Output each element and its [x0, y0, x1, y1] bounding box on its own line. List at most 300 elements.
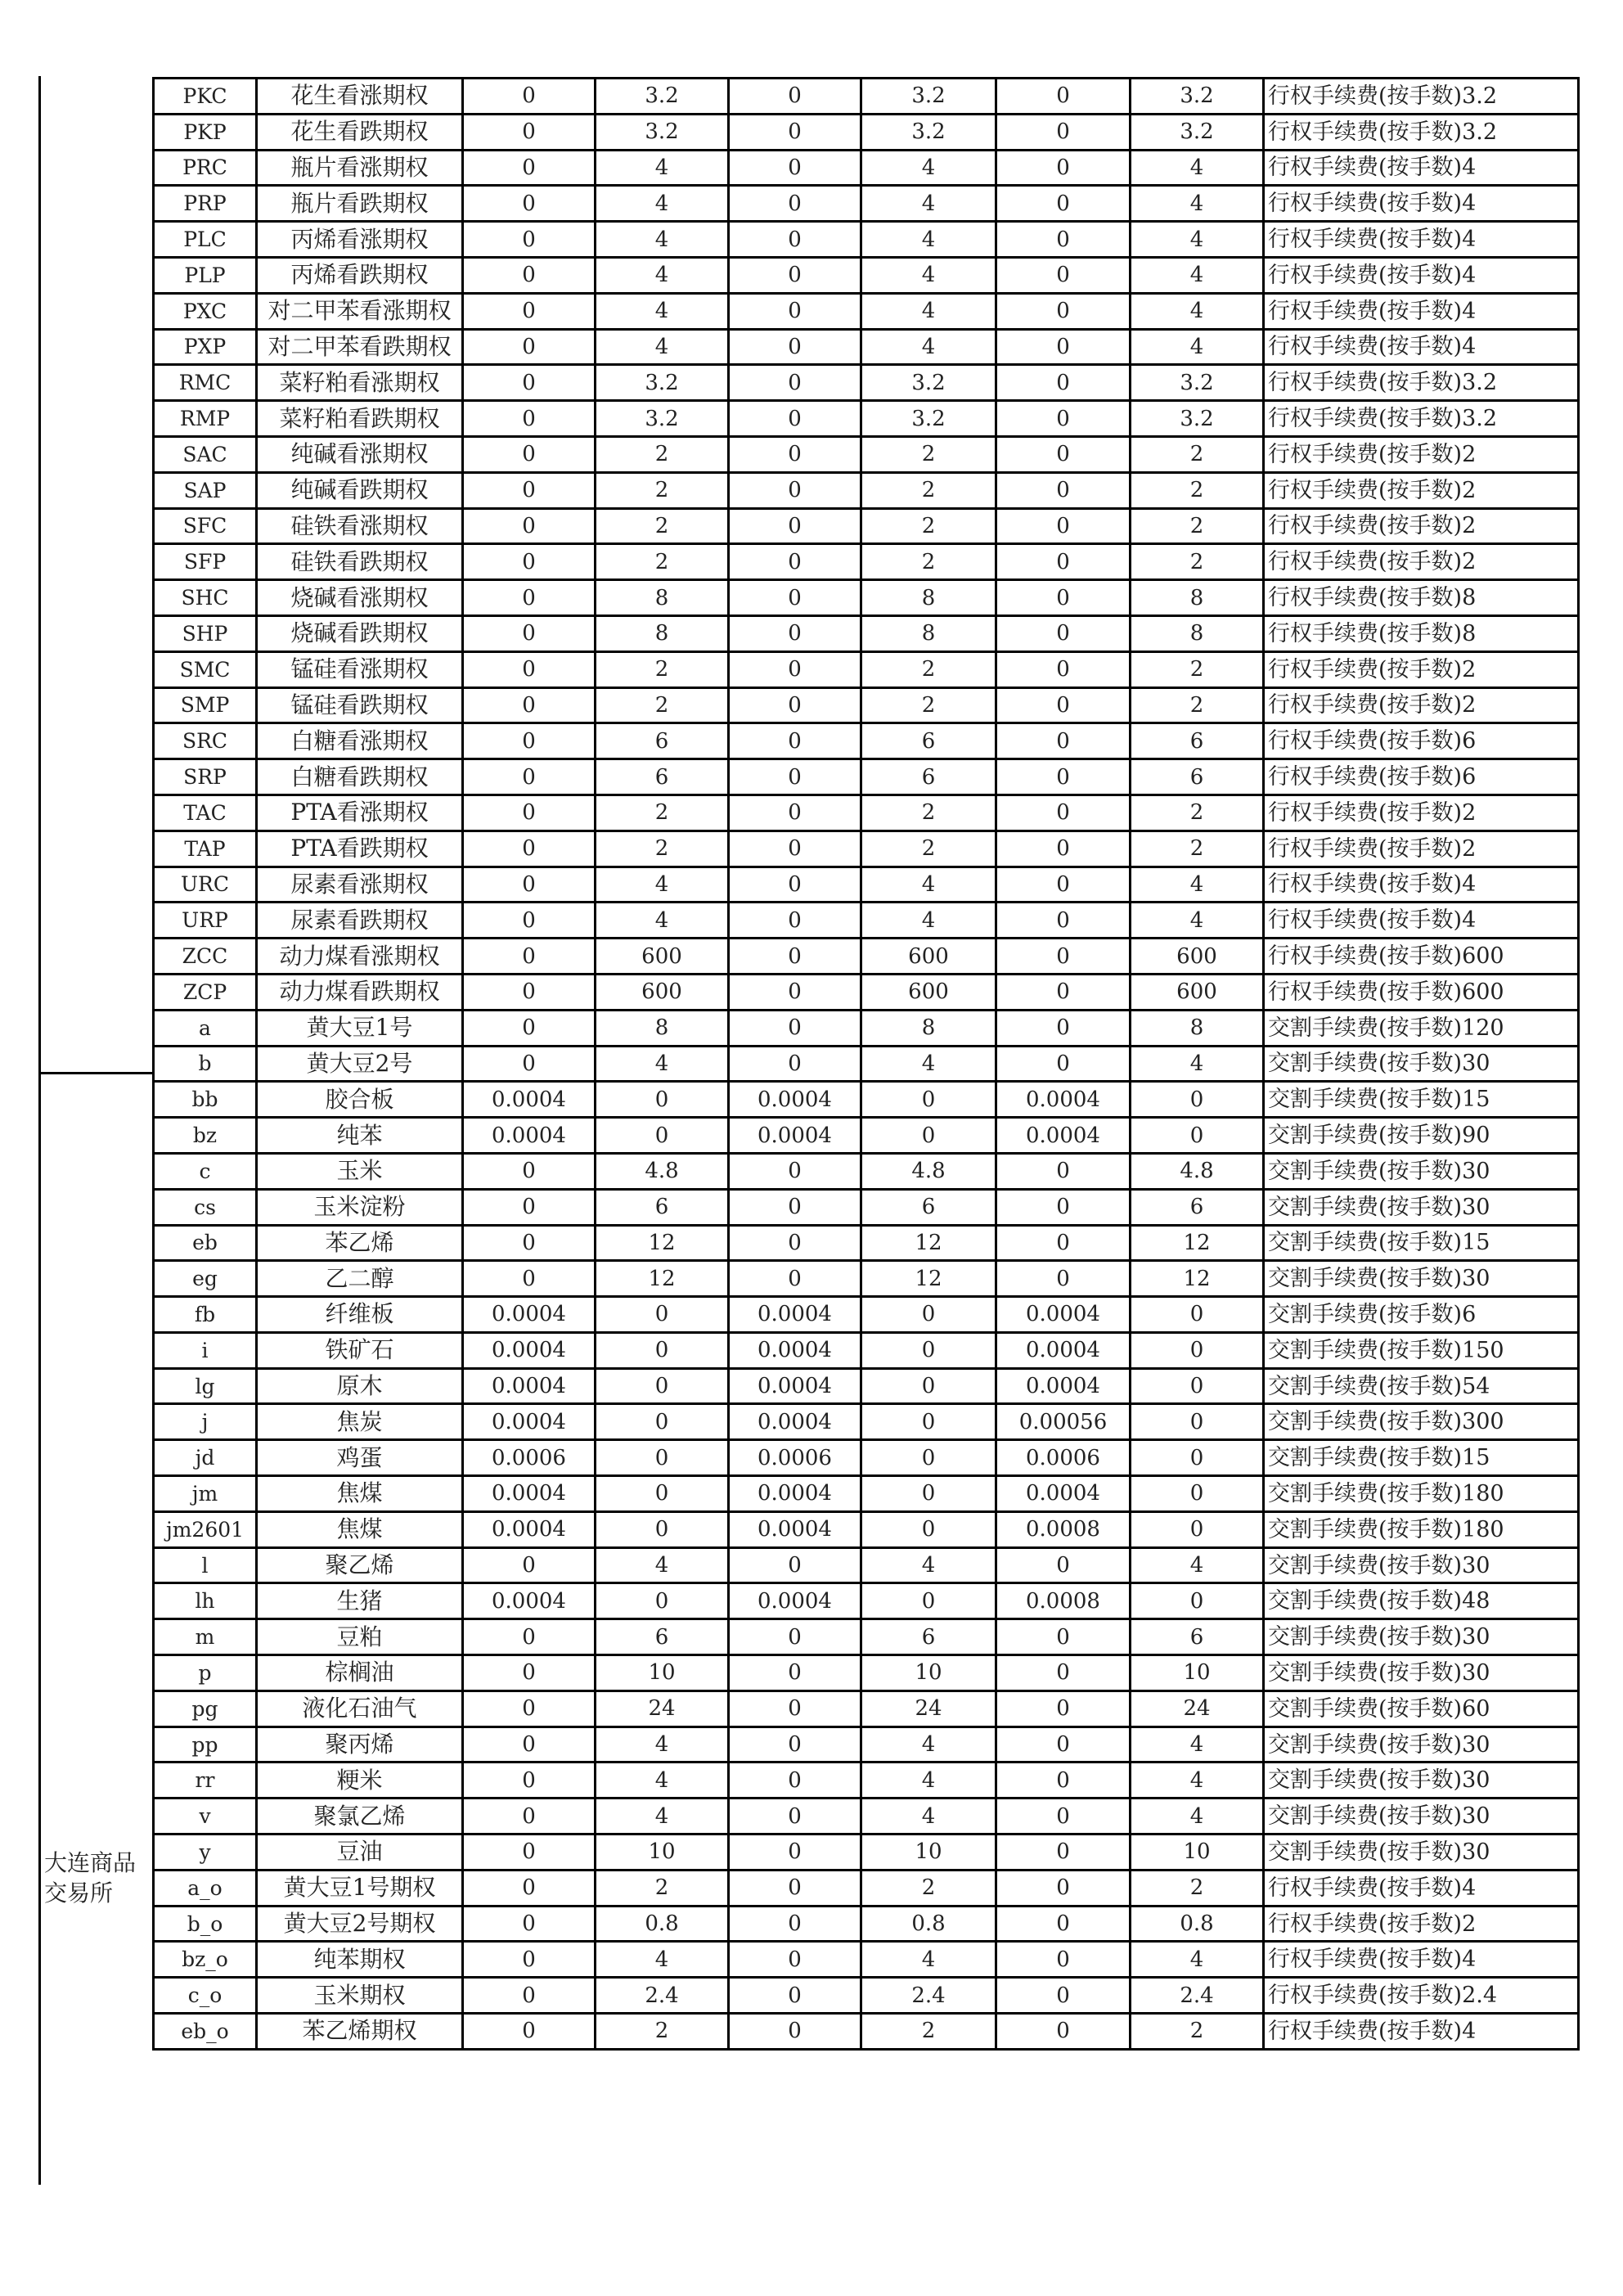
open-rate-cell: 0: [463, 1978, 596, 2014]
close-today-rate-cell: 0: [996, 2014, 1131, 2050]
close-rate-cell: 0: [729, 186, 861, 222]
product-name-cell: 玉米: [257, 1153, 463, 1189]
remark-cell: 行权手续费(按手数)4: [1264, 329, 1579, 365]
table-row: [154, 1332, 1579, 1368]
product-name-cell: 苯乙烯期权: [257, 2014, 463, 2050]
open-rate-cell: 0: [463, 150, 596, 186]
open-per-lot-cell: 24: [596, 1690, 729, 1727]
close-today-rate-cell: 0: [996, 186, 1131, 222]
close-today-per-lot-cell: 24: [1131, 1690, 1264, 1727]
close-today-rate-cell: 0: [996, 329, 1131, 365]
close-today-per-lot-cell: 2: [1131, 651, 1264, 687]
table-row: [154, 1010, 1579, 1046]
product-name-cell: 尿素看跌期权: [257, 903, 463, 939]
table-row: [154, 1906, 1579, 1942]
product-name-cell: 聚氯乙烯: [257, 1799, 463, 1835]
close-per-lot-cell: 0: [861, 1511, 996, 1547]
remark-cell: 行权手续费(按手数)2.4: [1264, 1978, 1579, 2014]
close-today-rate-cell: 0.0004: [996, 1476, 1131, 1512]
close-rate-cell: 0: [729, 1010, 861, 1046]
close-rate-cell: 0: [729, 1727, 861, 1763]
open-per-lot-cell: 0: [596, 1583, 729, 1619]
open-rate-cell: 0: [463, 1225, 596, 1261]
table-row: [154, 293, 1579, 329]
open-rate-cell: 0: [463, 1189, 596, 1225]
open-per-lot-cell: 4: [596, 186, 729, 222]
close-today-per-lot-cell: 6: [1131, 1619, 1264, 1655]
close-rate-cell: 0: [729, 580, 861, 616]
close-per-lot-cell: 2: [861, 651, 996, 687]
table-row: [154, 1727, 1579, 1763]
open-per-lot-cell: 4: [596, 329, 729, 365]
close-rate-cell: 0: [729, 1906, 861, 1942]
close-per-lot-cell: 4: [861, 186, 996, 222]
open-per-lot-cell: 2.4: [596, 1978, 729, 2014]
close-per-lot-cell: 4: [861, 1799, 996, 1835]
close-rate-cell: 0: [729, 1225, 861, 1261]
product-code-cell: cs: [154, 1189, 257, 1225]
product-name-cell: 豆粕: [257, 1619, 463, 1655]
open-rate-cell: 0.0004: [463, 1404, 596, 1440]
product-name-cell: 玉米期权: [257, 1978, 463, 2014]
open-rate-cell: 0: [463, 831, 596, 867]
close-per-lot-cell: 0: [861, 1404, 996, 1440]
product-code-cell: TAP: [154, 831, 257, 867]
product-name-cell: 对二甲苯看跌期权: [257, 329, 463, 365]
remark-cell: 行权手续费(按手数)2: [1264, 508, 1579, 544]
close-rate-cell: 0.0004: [729, 1368, 861, 1404]
close-today-per-lot-cell: 2: [1131, 1870, 1264, 1906]
close-per-lot-cell: 600: [861, 939, 996, 975]
close-today-per-lot-cell: 2: [1131, 2014, 1264, 2050]
product-code-cell: c_o: [154, 1978, 257, 2014]
product-code-cell: SMP: [154, 687, 257, 723]
remark-cell: 交割手续费(按手数)30: [1264, 1261, 1579, 1297]
table-row: [154, 365, 1579, 401]
close-today-per-lot-cell: 4: [1131, 293, 1264, 329]
close-today-per-lot-cell: 10: [1131, 1835, 1264, 1871]
close-today-per-lot-cell: 0.8: [1131, 1906, 1264, 1942]
remark-cell: 交割手续费(按手数)30: [1264, 1655, 1579, 1691]
product-name-cell: 硅铁看涨期权: [257, 508, 463, 544]
close-today-per-lot-cell: 2: [1131, 508, 1264, 544]
table-row: [154, 1619, 1579, 1655]
open-per-lot-cell: 3.2: [596, 401, 729, 437]
close-today-rate-cell: 0: [996, 1153, 1131, 1189]
close-rate-cell: 0: [729, 903, 861, 939]
close-per-lot-cell: 4: [861, 1547, 996, 1583]
open-rate-cell: 0.0004: [463, 1118, 596, 1154]
close-today-rate-cell: 0: [996, 1619, 1131, 1655]
open-rate-cell: 0: [463, 1010, 596, 1046]
close-per-lot-cell: 4: [861, 903, 996, 939]
open-rate-cell: 0: [463, 1942, 596, 1978]
product-name-cell: 黄大豆2号: [257, 1046, 463, 1082]
remark-cell: 行权手续费(按手数)3.2: [1264, 79, 1579, 115]
exchange-column-left-border: [38, 76, 41, 2185]
close-today-per-lot-cell: 0: [1131, 1583, 1264, 1619]
close-today-rate-cell: 0: [996, 150, 1131, 186]
open-rate-cell: 0: [463, 329, 596, 365]
table-row: [154, 1511, 1579, 1547]
remark-cell: 交割手续费(按手数)300: [1264, 1404, 1579, 1440]
product-name-cell: 动力煤看涨期权: [257, 939, 463, 975]
product-name-cell: 粳米: [257, 1763, 463, 1799]
close-today-per-lot-cell: 2: [1131, 795, 1264, 831]
open-rate-cell: 0: [463, 293, 596, 329]
close-per-lot-cell: 0: [861, 1368, 996, 1404]
close-today-per-lot-cell: 6: [1131, 723, 1264, 759]
close-today-rate-cell: 0: [996, 472, 1131, 508]
open-rate-cell: 0: [463, 1906, 596, 1942]
product-code-cell: j: [154, 1404, 257, 1440]
close-today-per-lot-cell: 12: [1131, 1261, 1264, 1297]
product-name-cell: 菜籽粕看跌期权: [257, 401, 463, 437]
close-per-lot-cell: 0: [861, 1297, 996, 1333]
table-row: [154, 2014, 1579, 2050]
close-today-per-lot-cell: 0: [1131, 1511, 1264, 1547]
product-code-cell: SFC: [154, 508, 257, 544]
close-rate-cell: 0: [729, 150, 861, 186]
close-today-rate-cell: 0: [996, 508, 1131, 544]
product-name-cell: 纯苯期权: [257, 1942, 463, 1978]
product-name-cell: 丙烯看涨期权: [257, 222, 463, 258]
close-today-rate-cell: 0: [996, 759, 1131, 795]
close-today-per-lot-cell: 600: [1131, 974, 1264, 1010]
table-row: [154, 723, 1579, 759]
remark-cell: 行权手续费(按手数)600: [1264, 974, 1579, 1010]
product-code-cell: bb: [154, 1082, 257, 1118]
open-per-lot-cell: 2: [596, 436, 729, 472]
table-row: [154, 401, 1579, 437]
close-today-rate-cell: 0.0006: [996, 1440, 1131, 1476]
open-per-lot-cell: 2: [596, 831, 729, 867]
remark-cell: 行权手续费(按手数)4: [1264, 257, 1579, 293]
open-per-lot-cell: 4: [596, 867, 729, 903]
close-rate-cell: 0: [729, 2014, 861, 2050]
open-per-lot-cell: 8: [596, 615, 729, 651]
remark-cell: 交割手续费(按手数)30: [1264, 1799, 1579, 1835]
product-code-cell: lg: [154, 1368, 257, 1404]
open-rate-cell: 0.0006: [463, 1440, 596, 1476]
close-today-per-lot-cell: 0: [1131, 1440, 1264, 1476]
close-today-rate-cell: 0: [996, 974, 1131, 1010]
close-per-lot-cell: 4: [861, 222, 996, 258]
product-code-cell: pg: [154, 1690, 257, 1727]
product-name-cell: 焦炭: [257, 1404, 463, 1440]
close-today-per-lot-cell: 4: [1131, 1547, 1264, 1583]
close-per-lot-cell: 4: [861, 1942, 996, 1978]
open-rate-cell: 0: [463, 1046, 596, 1082]
exchange-label-line1: 大连商品: [44, 1849, 137, 1876]
remark-cell: 行权手续费(按手数)2: [1264, 472, 1579, 508]
close-per-lot-cell: 6: [861, 723, 996, 759]
remark-cell: 交割手续费(按手数)30: [1264, 1153, 1579, 1189]
close-today-per-lot-cell: 4: [1131, 1727, 1264, 1763]
remark-cell: 交割手续费(按手数)15: [1264, 1440, 1579, 1476]
close-today-rate-cell: 0: [996, 257, 1131, 293]
open-per-lot-cell: 0: [596, 1082, 729, 1118]
table-row: [154, 1440, 1579, 1476]
product-name-cell: 胶合板: [257, 1082, 463, 1118]
close-per-lot-cell: 2: [861, 2014, 996, 2050]
close-rate-cell: 0: [729, 257, 861, 293]
close-per-lot-cell: 8: [861, 580, 996, 616]
close-rate-cell: 0: [729, 723, 861, 759]
open-per-lot-cell: 2: [596, 508, 729, 544]
close-per-lot-cell: 10: [861, 1835, 996, 1871]
open-per-lot-cell: 3.2: [596, 114, 729, 150]
close-rate-cell: 0.0004: [729, 1118, 861, 1154]
close-per-lot-cell: 0: [861, 1082, 996, 1118]
close-today-rate-cell: 0: [996, 795, 1131, 831]
close-today-rate-cell: 0: [996, 723, 1131, 759]
close-per-lot-cell: 0: [861, 1440, 996, 1476]
product-code-cell: RMP: [154, 401, 257, 437]
open-per-lot-cell: 4: [596, 1727, 729, 1763]
close-today-per-lot-cell: 4: [1131, 1763, 1264, 1799]
close-today-rate-cell: 0.0004: [996, 1082, 1131, 1118]
open-per-lot-cell: 2: [596, 795, 729, 831]
exchange-label-dce: [44, 1848, 146, 1908]
table-row: [154, 1297, 1579, 1333]
close-today-per-lot-cell: 8: [1131, 615, 1264, 651]
close-today-per-lot-cell: 8: [1131, 580, 1264, 616]
open-rate-cell: 0: [463, 365, 596, 401]
exchange-group-divider: [38, 1072, 154, 1074]
open-rate-cell: 0: [463, 1727, 596, 1763]
close-per-lot-cell: 2: [861, 472, 996, 508]
product-name-cell: 鸡蛋: [257, 1440, 463, 1476]
close-today-per-lot-cell: 4: [1131, 329, 1264, 365]
close-rate-cell: 0.0004: [729, 1511, 861, 1547]
close-rate-cell: 0: [729, 1619, 861, 1655]
close-today-per-lot-cell: 4: [1131, 867, 1264, 903]
remark-cell: 行权手续费(按手数)4: [1264, 867, 1579, 903]
open-per-lot-cell: 4: [596, 1799, 729, 1835]
close-today-per-lot-cell: 3.2: [1131, 401, 1264, 437]
close-today-rate-cell: 0: [996, 222, 1131, 258]
close-rate-cell: 0: [729, 1153, 861, 1189]
product-code-cell: eg: [154, 1261, 257, 1297]
table-row: [154, 1118, 1579, 1154]
product-name-cell: 菜籽粕看涨期权: [257, 365, 463, 401]
open-per-lot-cell: 6: [596, 759, 729, 795]
close-rate-cell: 0: [729, 1690, 861, 1727]
close-rate-cell: 0: [729, 472, 861, 508]
product-code-cell: PRP: [154, 186, 257, 222]
remark-cell: 交割手续费(按手数)30: [1264, 1727, 1579, 1763]
close-per-lot-cell: 0: [861, 1332, 996, 1368]
table-row: [154, 1153, 1579, 1189]
close-per-lot-cell: 2.4: [861, 1978, 996, 2014]
close-today-per-lot-cell: 0: [1131, 1404, 1264, 1440]
open-rate-cell: 0: [463, 257, 596, 293]
product-code-cell: SHP: [154, 615, 257, 651]
close-per-lot-cell: 24: [861, 1690, 996, 1727]
open-per-lot-cell: 12: [596, 1225, 729, 1261]
close-rate-cell: 0: [729, 114, 861, 150]
remark-cell: 行权手续费(按手数)4: [1264, 186, 1579, 222]
close-rate-cell: 0.0004: [729, 1476, 861, 1512]
table-row: [154, 472, 1579, 508]
close-today-per-lot-cell: 600: [1131, 939, 1264, 975]
close-today-rate-cell: 0: [996, 1870, 1131, 1906]
table-row: [154, 1261, 1579, 1297]
close-rate-cell: 0: [729, 1655, 861, 1691]
product-code-cell: a: [154, 1010, 257, 1046]
product-code-cell: SHC: [154, 580, 257, 616]
close-rate-cell: 0: [729, 1189, 861, 1225]
close-today-rate-cell: 0: [996, 114, 1131, 150]
product-name-cell: 对二甲苯看涨期权: [257, 293, 463, 329]
open-per-lot-cell: 600: [596, 939, 729, 975]
product-code-cell: rr: [154, 1763, 257, 1799]
close-today-per-lot-cell: 4.8: [1131, 1153, 1264, 1189]
product-code-cell: SAP: [154, 472, 257, 508]
remark-cell: 行权手续费(按手数)4: [1264, 150, 1579, 186]
remark-cell: 行权手续费(按手数)2: [1264, 651, 1579, 687]
close-rate-cell: 0.0004: [729, 1082, 861, 1118]
close-rate-cell: 0: [729, 831, 861, 867]
open-per-lot-cell: 0: [596, 1440, 729, 1476]
close-today-per-lot-cell: 6: [1131, 1189, 1264, 1225]
close-today-rate-cell: 0: [996, 903, 1131, 939]
close-rate-cell: 0: [729, 1763, 861, 1799]
close-today-per-lot-cell: 2: [1131, 831, 1264, 867]
remark-cell: 交割手续费(按手数)30: [1264, 1835, 1579, 1871]
product-code-cell: eb: [154, 1225, 257, 1261]
product-name-cell: 瓶片看跌期权: [257, 186, 463, 222]
open-per-lot-cell: 0: [596, 1368, 729, 1404]
open-per-lot-cell: 12: [596, 1261, 729, 1297]
close-today-rate-cell: 0: [996, 365, 1131, 401]
close-today-rate-cell: 0: [996, 1046, 1131, 1082]
open-per-lot-cell: 6: [596, 1189, 729, 1225]
table-row: [154, 1835, 1579, 1871]
product-code-cell: PLC: [154, 222, 257, 258]
table-row: [154, 436, 1579, 472]
close-today-per-lot-cell: 2: [1131, 472, 1264, 508]
close-per-lot-cell: 4: [861, 293, 996, 329]
close-today-per-lot-cell: 0: [1131, 1297, 1264, 1333]
product-name-cell: 纯苯: [257, 1118, 463, 1154]
remark-cell: 行权手续费(按手数)2: [1264, 687, 1579, 723]
product-name-cell: 铁矿石: [257, 1332, 463, 1368]
table-row: [154, 114, 1579, 150]
close-rate-cell: 0: [729, 293, 861, 329]
table-row: [154, 186, 1579, 222]
open-per-lot-cell: 2: [596, 544, 729, 580]
product-code-cell: SMC: [154, 651, 257, 687]
product-name-cell: 白糖看涨期权: [257, 723, 463, 759]
close-today-rate-cell: 0: [996, 1978, 1131, 2014]
open-per-lot-cell: 4.8: [596, 1153, 729, 1189]
open-rate-cell: 0: [463, 795, 596, 831]
product-code-cell: eb_o: [154, 2014, 257, 2050]
close-today-rate-cell: 0: [996, 1942, 1131, 1978]
close-today-per-lot-cell: 0: [1131, 1368, 1264, 1404]
close-today-per-lot-cell: 0: [1131, 1476, 1264, 1512]
open-rate-cell: 0: [463, 401, 596, 437]
remark-cell: 交割手续费(按手数)60: [1264, 1690, 1579, 1727]
close-per-lot-cell: 6: [861, 1619, 996, 1655]
product-name-cell: 棕榈油: [257, 1655, 463, 1691]
table-row: [154, 1583, 1579, 1619]
remark-cell: 交割手续费(按手数)120: [1264, 1010, 1579, 1046]
table-row: [154, 615, 1579, 651]
remark-cell: 交割手续费(按手数)48: [1264, 1583, 1579, 1619]
remark-cell: 交割手续费(按手数)30: [1264, 1189, 1579, 1225]
open-per-lot-cell: 4: [596, 903, 729, 939]
close-rate-cell: 0: [729, 1942, 861, 1978]
product-code-cell: PRC: [154, 150, 257, 186]
product-code-cell: pp: [154, 1727, 257, 1763]
close-today-rate-cell: 0: [996, 401, 1131, 437]
table-row: [154, 831, 1579, 867]
close-today-rate-cell: 0: [996, 544, 1131, 580]
close-today-per-lot-cell: 3.2: [1131, 365, 1264, 401]
product-code-cell: b_o: [154, 1906, 257, 1942]
product-name-cell: 生猪: [257, 1583, 463, 1619]
remark-cell: 行权手续费(按手数)2: [1264, 1906, 1579, 1942]
product-name-cell: 焦煤: [257, 1511, 463, 1547]
product-name-cell: 锰硅看涨期权: [257, 651, 463, 687]
open-per-lot-cell: 6: [596, 1619, 729, 1655]
open-rate-cell: 0: [463, 1261, 596, 1297]
close-today-rate-cell: 0: [996, 293, 1131, 329]
product-name-cell: 黄大豆1号期权: [257, 1870, 463, 1906]
product-code-cell: y: [154, 1835, 257, 1871]
product-code-cell: bz_o: [154, 1942, 257, 1978]
product-code-cell: PKC: [154, 79, 257, 115]
close-today-per-lot-cell: 2.4: [1131, 1978, 1264, 2014]
open-per-lot-cell: 4: [596, 150, 729, 186]
product-code-cell: SRP: [154, 759, 257, 795]
table-row: [154, 580, 1579, 616]
table-row: [154, 150, 1579, 186]
product-code-cell: URP: [154, 903, 257, 939]
close-today-rate-cell: 0: [996, 79, 1131, 115]
open-per-lot-cell: 4: [596, 1046, 729, 1082]
product-name-cell: 瓶片看涨期权: [257, 150, 463, 186]
close-per-lot-cell: 3.2: [861, 401, 996, 437]
open-rate-cell: 0: [463, 1763, 596, 1799]
product-name-cell: 苯乙烯: [257, 1225, 463, 1261]
close-per-lot-cell: 4: [861, 1763, 996, 1799]
product-name-cell: 玉米淀粉: [257, 1189, 463, 1225]
close-today-rate-cell: 0: [996, 580, 1131, 616]
open-per-lot-cell: 600: [596, 974, 729, 1010]
open-rate-cell: 0: [463, 508, 596, 544]
product-name-cell: 黄大豆2号期权: [257, 1906, 463, 1942]
product-code-cell: l: [154, 1547, 257, 1583]
close-today-rate-cell: 0: [996, 1655, 1131, 1691]
close-rate-cell: 0: [729, 329, 861, 365]
close-today-rate-cell: 0: [996, 651, 1131, 687]
fee-table: [152, 77, 1580, 2051]
close-today-rate-cell: 0.0008: [996, 1511, 1131, 1547]
close-per-lot-cell: 3.2: [861, 365, 996, 401]
close-rate-cell: 0: [729, 974, 861, 1010]
open-per-lot-cell: 4: [596, 222, 729, 258]
open-per-lot-cell: 4: [596, 1547, 729, 1583]
exchange-label-line2: 交易所: [44, 1880, 114, 1907]
close-today-rate-cell: 0: [996, 1799, 1131, 1835]
product-code-cell: ZCP: [154, 974, 257, 1010]
close-today-per-lot-cell: 4: [1131, 150, 1264, 186]
close-per-lot-cell: 10: [861, 1655, 996, 1691]
